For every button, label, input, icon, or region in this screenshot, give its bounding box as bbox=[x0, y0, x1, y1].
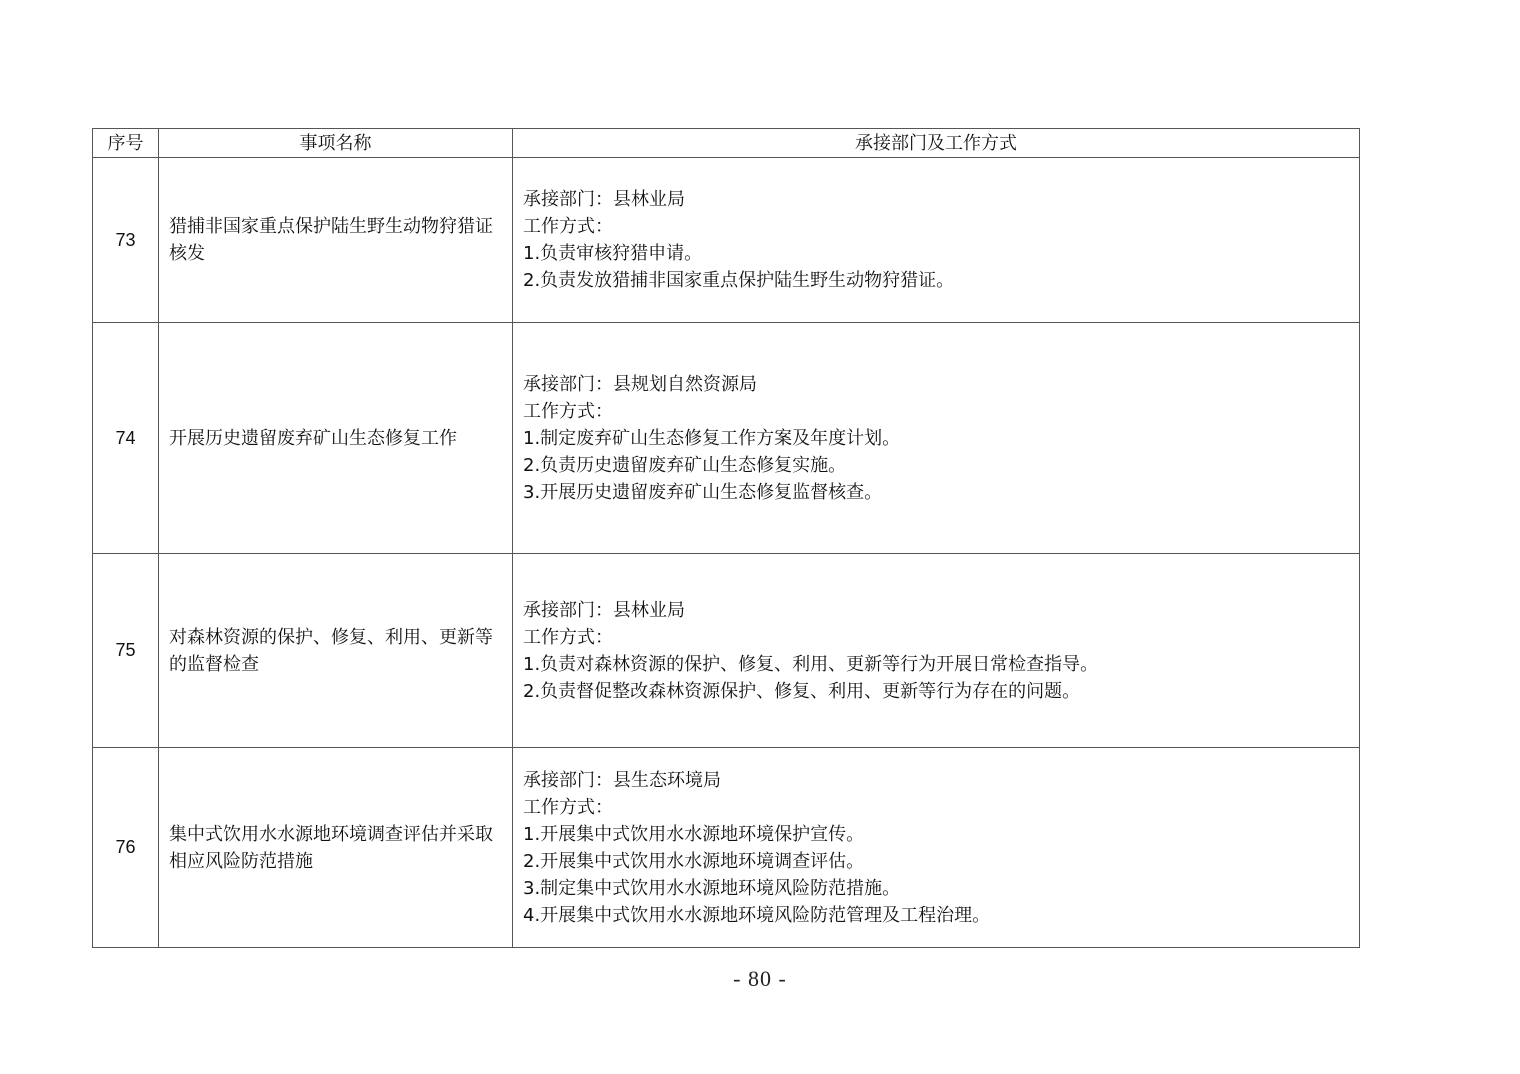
dept-line: 承接部门：县规划自然资源局 bbox=[523, 373, 757, 395]
row-dept-method bbox=[513, 748, 1360, 948]
header-seq: 序号 bbox=[93, 129, 159, 158]
row-dept-method bbox=[513, 158, 1360, 323]
row-item-name: 集中式饮用水水源地环境调查评估并采取相应风险防范措施 bbox=[159, 748, 513, 948]
row-seq: 76 bbox=[93, 748, 159, 948]
dept-line: 2.负责督促整改森林资源保护、修复、利用、更新等行为存在的问题。 bbox=[523, 680, 1081, 702]
dept-line: 2.负责发放猎捕非国家重点保护陆生野生动物狩猎证。 bbox=[523, 270, 955, 291]
dept-line: 1.制定废弃矿山生态修复工作方案及年度计划。 bbox=[523, 427, 901, 449]
dept-line: 承接部门：县林业局 bbox=[523, 599, 685, 621]
table-header-row bbox=[93, 129, 1360, 158]
table-row bbox=[93, 323, 1360, 554]
row-item-name: 对森林资源的保护、修复、利用、更新等的监督检查 bbox=[159, 554, 513, 748]
header-dept: 承接部门及工作方式 bbox=[513, 129, 1360, 158]
dept-line: 3.制定集中式饮用水水源地环境风险防范措施。 bbox=[523, 877, 901, 899]
dept-line: 4.开展集中式饮用水水源地环境风险防范管理及工程治理。 bbox=[523, 904, 991, 926]
dept-line: 承接部门：县生态环境局 bbox=[523, 769, 721, 791]
dept-line: 3.开展历史遗留废弃矿山生态修复监督核查。 bbox=[523, 481, 883, 503]
table-row bbox=[93, 554, 1360, 748]
dept-line: 1.开展集中式饮用水水源地环境保护宣传。 bbox=[523, 823, 865, 845]
dept-line: 1.负责对森林资源的保护、修复、利用、更新等行为开展日常检查指导。 bbox=[523, 653, 1099, 675]
row-seq: 74 bbox=[93, 323, 159, 554]
dept-line: 2.负责历史遗留废弃矿山生态修复实施。 bbox=[523, 454, 847, 476]
row-dept-method bbox=[513, 323, 1360, 554]
dept-line: 承接部门：县林业局 bbox=[523, 189, 685, 210]
dept-line: 工作方式： bbox=[523, 400, 613, 422]
page-number: - 80 - bbox=[733, 966, 787, 991]
row-seq: 75 bbox=[93, 554, 159, 748]
dept-line: 工作方式： bbox=[523, 796, 613, 818]
dept-line: 2.开展集中式饮用水水源地环境调查评估。 bbox=[523, 850, 865, 872]
row-dept-method bbox=[513, 554, 1360, 748]
table-row bbox=[93, 748, 1360, 948]
row-seq: 73 bbox=[93, 158, 159, 323]
table-row bbox=[93, 158, 1360, 323]
dept-line: 工作方式： bbox=[523, 216, 613, 237]
row-item-name: 猎捕非国家重点保护陆生野生动物狩猎证核发 bbox=[159, 158, 513, 323]
row-item-name: 开展历史遗留废弃矿山生态修复工作 bbox=[159, 323, 513, 554]
dept-line: 工作方式： bbox=[523, 626, 613, 648]
dept-line: 1.负责审核狩猎申请。 bbox=[523, 243, 703, 264]
header-name: 事项名称 bbox=[159, 129, 513, 158]
items-table bbox=[92, 128, 1360, 948]
